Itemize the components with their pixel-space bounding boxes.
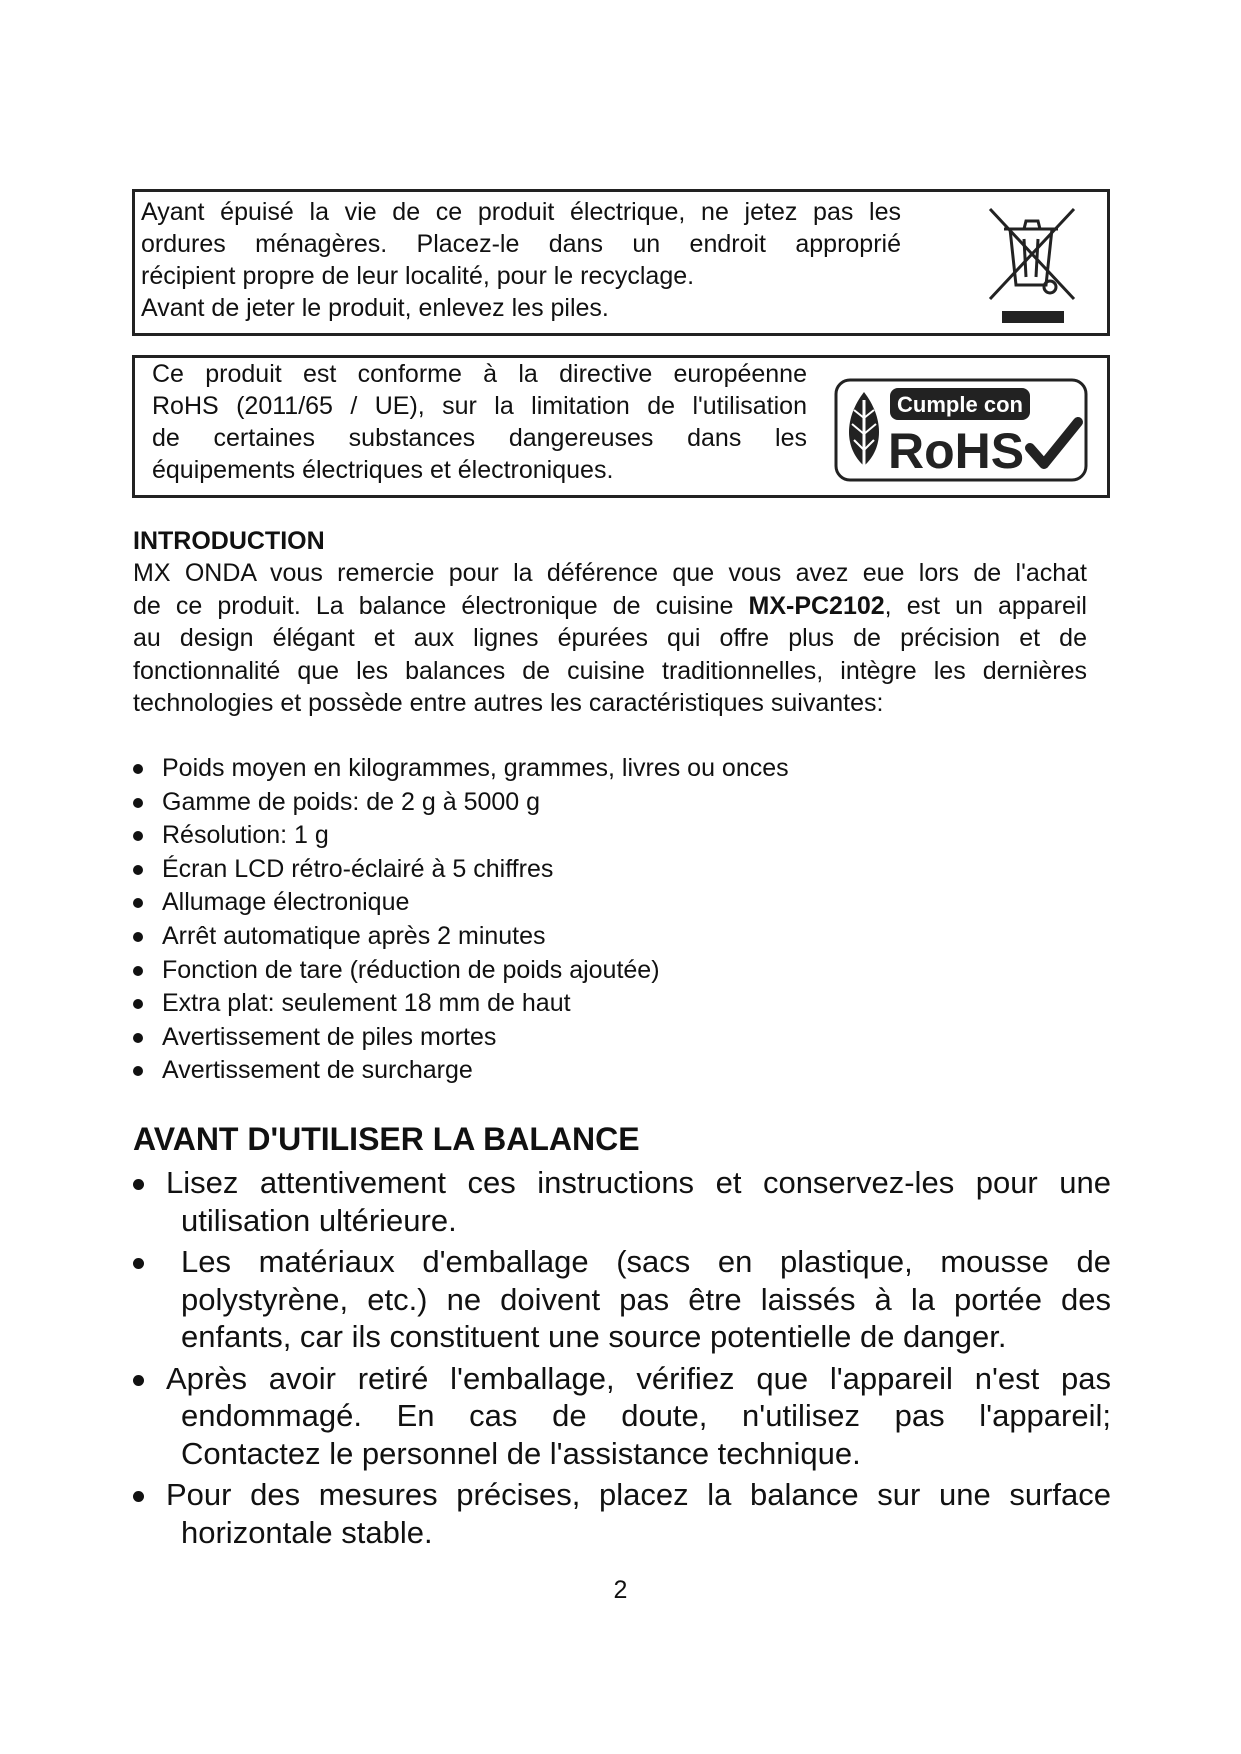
rohs-line: de certaines substances dangereuses dans les <box>152 424 807 452</box>
bullet-icon <box>133 1179 144 1190</box>
before-use-section <box>133 1120 1111 1555</box>
page-number: 2 <box>613 1576 628 1604</box>
before-use-line: Pour des mesures précises, placez la balance sur une surface <box>166 1477 1111 1512</box>
weee-line: Ayant épuisé la vie de ce produit électrique, ne jetez pas les <box>141 198 901 226</box>
weee-notice-text <box>141 196 901 324</box>
before-use-list <box>133 1164 1111 1551</box>
intro-line: technologies et possède entre autres les caractéristiques suivantes: <box>133 689 884 717</box>
before-use-line: endommagé. En cas de doute, n'utilisez pas l'appareil; <box>181 1398 1111 1433</box>
intro-line-model <box>133 590 1087 623</box>
feature-text: Poids moyen en kilogrammes, grammes, livres ou onces <box>162 754 789 782</box>
feature-item <box>133 954 789 988</box>
feature-text: Fonction de tare (réduction de poids ajoutée) <box>162 955 660 984</box>
bullet-icon <box>133 1491 144 1502</box>
feature-list <box>133 752 789 1088</box>
bullet-icon <box>133 764 143 774</box>
introduction-paragraph <box>133 557 1087 720</box>
bullet-icon <box>133 1066 143 1076</box>
bullet-icon <box>133 1033 143 1043</box>
before-use-line: enfants, car ils constituent une source potentielle de danger. <box>181 1319 1007 1354</box>
feature-item <box>133 1021 789 1055</box>
feature-item <box>133 1054 789 1088</box>
feature-item <box>133 886 789 920</box>
intro-line-end: , est un appareil <box>884 591 1087 620</box>
feature-item <box>133 853 789 887</box>
weee-line: ordures ménagères. Placez-le dans un endroit approprié <box>141 230 901 258</box>
intro-line: fonctionnalité que les balances de cuisine traditionnelles, intègre les dernières <box>133 656 1087 685</box>
rohs-notice-box <box>132 355 1110 498</box>
model-number: MX-PC2102 <box>748 591 885 620</box>
feature-item <box>133 987 789 1021</box>
bullet-icon <box>133 932 143 942</box>
bullet-icon <box>133 1258 144 1269</box>
weee-line: Avant de jeter le produit, enlevez les piles. <box>141 294 609 322</box>
before-use-item <box>133 1243 1111 1356</box>
feature-text: Écran LCD rétro-éclairé à 5 chiffres <box>162 854 554 883</box>
bullet-icon <box>133 798 143 808</box>
feature-text: Gamme de poids: de 2 g à 5000 g <box>162 787 541 816</box>
bullet-icon <box>133 999 143 1009</box>
feature-text: Arrêt automatique après 2 minutes <box>162 921 546 950</box>
rohs-line: équipements électriques et électroniques. <box>152 456 614 484</box>
bullet-icon <box>133 831 143 841</box>
before-use-item <box>133 1360 1111 1473</box>
intro-line: MX ONDA vous remercie pour la déférence que vous avez eue lors de l'achat <box>133 559 1087 587</box>
feature-item <box>133 819 789 853</box>
bullet-icon <box>133 898 143 908</box>
rohs-line: RoHS (2011/65 / UE), sur la limitation de l'utilisation <box>152 392 807 420</box>
bullet-icon <box>133 1375 144 1386</box>
feature-item <box>133 752 789 786</box>
before-use-line: utilisation ultérieure. <box>181 1202 457 1238</box>
rohs-notice-text <box>152 358 807 486</box>
rohs-badge-text: Cumple con <box>897 392 1023 417</box>
feature-text: Avertissement de piles mortes <box>162 1022 497 1051</box>
before-use-line: Lisez attentivement ces instructions et conservez-les pour une <box>166 1165 1111 1200</box>
before-use-item <box>133 1164 1111 1239</box>
feature-text: Avertissement de surcharge <box>162 1056 473 1085</box>
before-use-line: polystyrène, etc.) ne doivent pas être laissés à la portée des <box>181 1281 1111 1317</box>
weee-notice-box <box>132 189 1110 336</box>
before-use-line: Après avoir retiré l'emballage, vérifiez que l'appareil n'est pas <box>166 1360 1111 1396</box>
intro-line-start: de ce produit. La balance électronique de cuisine <box>133 591 749 620</box>
bullet-icon <box>133 966 143 976</box>
crossed-out-wheelie-bin-icon <box>982 199 1082 325</box>
before-use-item <box>133 1476 1111 1551</box>
before-use-line: Les matériaux d'emballage (sacs en plastique, mousse de <box>181 1244 1111 1279</box>
feature-text: Résolution: 1 g <box>162 821 329 850</box>
feature-text: Extra plat: seulement 18 mm de haut <box>162 989 571 1018</box>
rohs-line: Ce produit est conforme à la directive européenne <box>152 360 807 388</box>
weee-line: récipient propre de leur localité, pour le recyclage. <box>141 262 695 290</box>
introduction-section <box>133 525 1087 720</box>
feature-text: Allumage électronique <box>162 888 410 917</box>
before-use-line: Contactez le personnel de l'assistance technique. <box>181 1435 861 1471</box>
introduction-heading: INTRODUCTION <box>133 527 325 555</box>
rohs-compliance-logo <box>834 378 1088 482</box>
before-use-heading: AVANT D'UTILISER LA BALANCE <box>133 1121 640 1157</box>
feature-item <box>133 786 789 820</box>
bullet-icon <box>133 865 143 875</box>
intro-line: au design élégant et aux lignes épurées qui offre plus de précision et de <box>133 624 1087 652</box>
before-use-line: horizontale stable. <box>181 1514 433 1550</box>
feature-item <box>133 920 789 954</box>
rohs-logo-text: RoHS <box>888 423 1025 479</box>
